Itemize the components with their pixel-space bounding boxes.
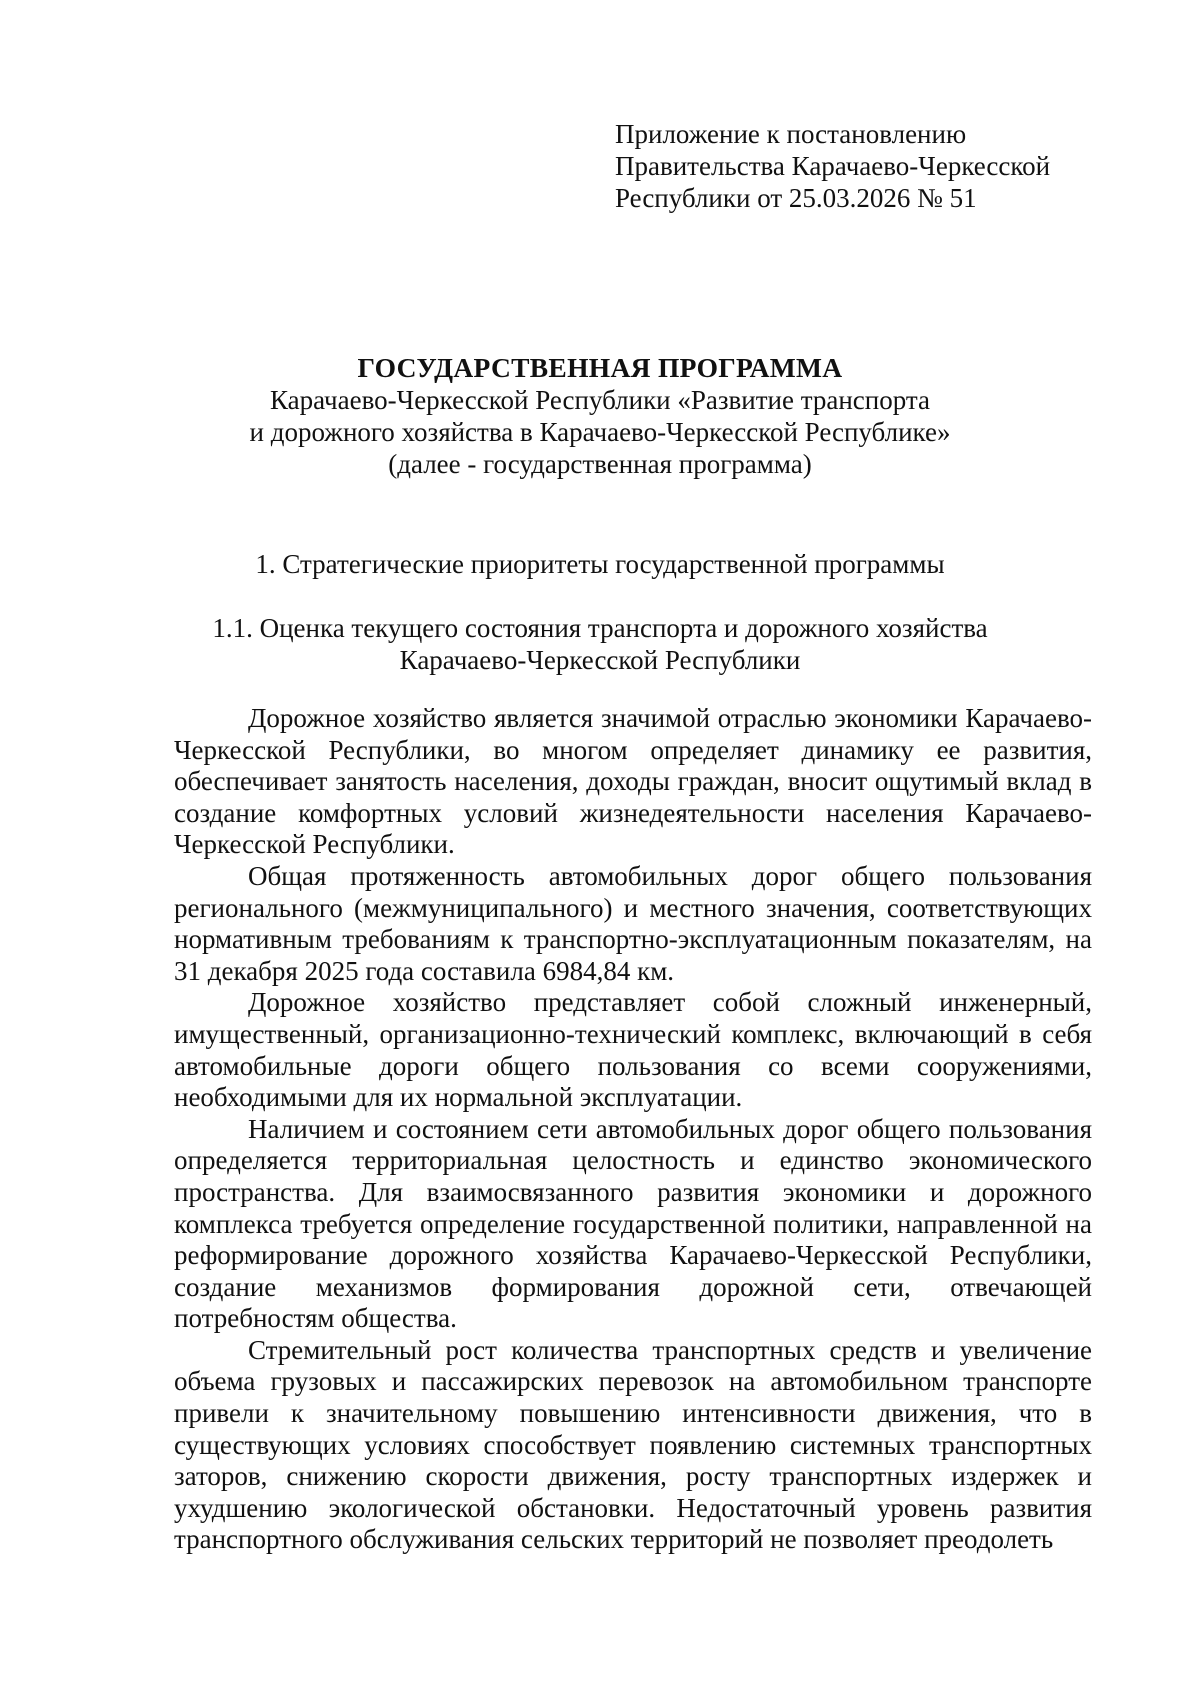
section-1-heading: 1. Стратегические приоритеты государственной программы [255, 549, 945, 579]
program-subtitle-line-1: Карачаево-Черкесской Республики «Развитие транспорта [270, 385, 930, 415]
annex-line-3: Республики от 25.03.2026 № 51 [615, 183, 977, 213]
paragraph: Стремительный рост количества транспортных средств и увеличение объема грузовых и пассажирских перевозок на автомобильном транспорте привели к значительному повышению интенсивности движения, что в существующих условиях способствует появлению системных транспортных заторов, снижению скорости движения, росту транспортных издержек и ухудшению экологической обстановки. Недостаточный уровень развития транспортного обслуживания сельских территорий не позволяет преодолеть [174, 1334, 1092, 1555]
paragraph: Наличием и состоянием сети автомобильных дорог общего пользования определяется территориальная целостность и единство экономического пространства. Для взаимосвязанного развития экономики и дорожного комплекса требуется определение государственной политики, направленной на реформирование дорожного хозяйства Карачаево-Черкесской Республики, создание механизмов формирования дорожной сети, отвечающей потребностям общества. [174, 1113, 1092, 1334]
body-text [174, 703, 1092, 1556]
annex-header [615, 118, 1050, 214]
section-1-1-heading-line-1: 1.1. Оценка текущего состояния транспорта и дорожного хозяйства [212, 613, 988, 643]
program-title: ГОСУДАРСТВЕННАЯ ПРОГРАММА [357, 352, 843, 383]
section-1-1-heading [0, 612, 1200, 676]
paragraph: Дорожное хозяйство является значимой отраслью экономики Карачаево-Черкесской Республики, во многом определяет динамику ее развития, обеспечивает занятость населения, доходы граждан, вносит ощутимый вклад в создание комфортных условий жизнедеятельности населения Карачаево-Черкесской Республики. [174, 703, 1092, 860]
annex-line-2: Правительства Карачаево-Черкесской [615, 151, 1051, 181]
program-subtitle-line-3: (далее - государственная программа) [388, 449, 812, 479]
annex-line-1: Приложение к постановлению [615, 119, 967, 149]
program-subtitle-line-2: и дорожного хозяйства в Карачаево-Черкесской Республике» [249, 417, 951, 447]
paragraph: Дорожное хозяйство представляет собой сложный инженерный, имущественный, организационно-технический комплекс, включающий в себя автомобильные дороги общего пользования со всеми сооружениями, необходимыми для их нормальной эксплуатации. [174, 987, 1092, 1113]
paragraph: Общая протяженность автомобильных дорог общего пользования регионального (межмуниципального) и местного значения, соответствующих нормативным требованиям к транспортно-эксплуатационным показателям, на 31 декабря 2025 года составила 6984,84 км. [174, 860, 1092, 986]
program-title-block [0, 352, 1200, 480]
section-1-1-heading-line-2: Карачаево-Черкесской Республики [399, 645, 801, 675]
